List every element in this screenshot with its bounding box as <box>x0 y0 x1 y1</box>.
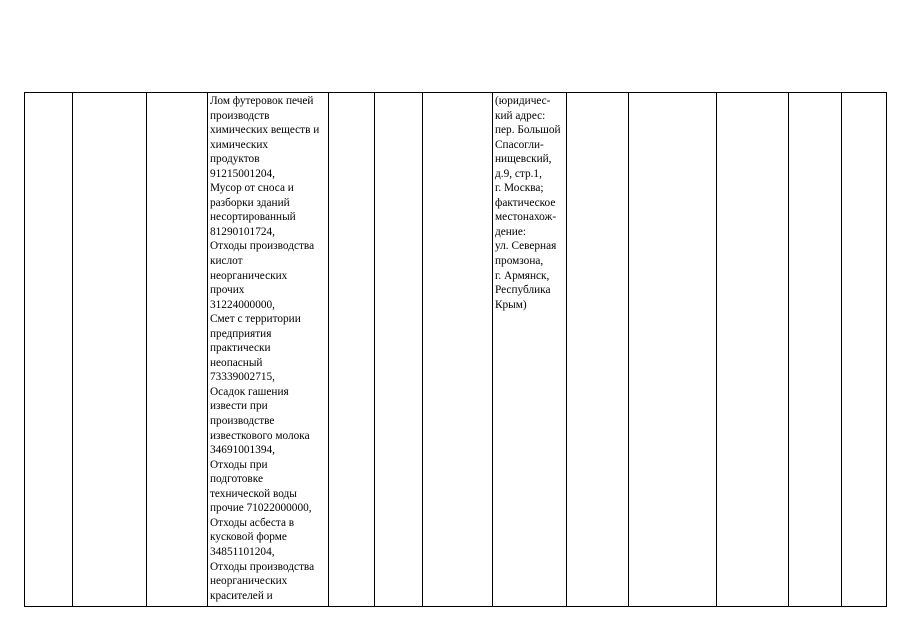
cell-text-line: кислот <box>210 255 243 268</box>
cell-text-line: неопасный <box>210 356 263 369</box>
table-cell-13 <box>842 93 887 607</box>
cell-text-line: Осадок гашения <box>210 385 289 398</box>
cell-text-line: разборки зданий <box>210 196 290 209</box>
cell-text-line: продуктов <box>210 153 260 166</box>
cell-text-line: извести при <box>210 400 268 413</box>
cell-text-line: ул. Северная <box>495 240 557 253</box>
cell-text-line: промзона, <box>495 255 544 268</box>
cell-text-line: практически <box>210 342 271 355</box>
table-row <box>25 93 887 607</box>
cell-text-line: 91215001204, <box>210 167 275 180</box>
cell-text-line: кий адрес: <box>495 109 546 122</box>
cell-text-line: Отходы производства <box>210 240 315 253</box>
cell-text-line: Отходы асбеста в <box>210 516 295 529</box>
cell-text-line: прочих <box>210 284 245 297</box>
cell-text-line: неорганических <box>210 575 288 588</box>
cell-text-line: Лом футеровок печей <box>210 95 314 107</box>
cell-text-line: Республика <box>495 284 551 297</box>
cell-text-line: фактическое <box>495 196 556 209</box>
table-cell-2 <box>73 93 147 607</box>
cell-text-line: Отходы производства <box>210 560 315 573</box>
cell-text-line: несортированный <box>210 211 296 224</box>
table-cell-3 <box>147 93 208 607</box>
cell-text-line: предприятия <box>210 327 272 340</box>
cell-text-line: производстве <box>210 415 275 428</box>
cell-text-line: Смет с территории <box>210 313 301 326</box>
cell-text-line: 81290101724, <box>210 225 275 238</box>
table-cell-9 <box>567 93 629 607</box>
cell-text-line: 31224000000, <box>210 298 275 311</box>
table-cell-7 <box>423 93 493 607</box>
cell-text-line: Крым) <box>495 298 527 311</box>
cell-text-line: д.9, стр.1, <box>495 167 542 180</box>
cell-text-line: химических веществ и <box>210 124 320 137</box>
waste-types-cell <box>208 93 329 607</box>
cell-text-line: подготовке <box>210 473 263 486</box>
cell-text-line: 34851101204, <box>210 545 275 558</box>
table-cell-10 <box>629 93 717 607</box>
cell-text-line: пер. Большой <box>495 124 561 137</box>
cell-text-line: дение: <box>495 225 527 238</box>
address-cell <box>493 93 567 607</box>
cell-text-line: нищевский, <box>495 153 552 166</box>
table-cell-11 <box>717 93 789 607</box>
cell-text-line: красителей и <box>210 589 273 602</box>
document-table <box>24 92 887 607</box>
cell-text-line: неорганических <box>210 269 288 282</box>
table-cell-1 <box>25 93 73 607</box>
table-cell-12 <box>789 93 842 607</box>
cell-text-line: химических <box>210 138 269 151</box>
cell-text-line: Мусор от сноса и <box>210 182 294 195</box>
cell-text-line: кусковой форме <box>210 531 287 544</box>
cell-text-line: (юридичес- <box>495 95 551 107</box>
cell-text-line: технической воды <box>210 487 297 500</box>
cell-text-line: 34691001394, <box>210 444 275 457</box>
cell-text-line: прочие 71022000000, <box>210 502 312 515</box>
table-cell-6 <box>375 93 423 607</box>
table-cell-5 <box>329 93 375 607</box>
cell-text-line: местонахож- <box>495 211 557 224</box>
cell-text-line: г. Москва; <box>495 182 544 195</box>
cell-text-line: г. Армянск, <box>495 269 550 282</box>
cell-text-line: производств <box>210 109 270 122</box>
cell-text-line: Спасогли- <box>495 138 544 151</box>
cell-text-line: Отходы при <box>210 458 268 471</box>
cell-text-line: известкового молока <box>210 429 310 442</box>
cell-text-line: 73339002715, <box>210 371 275 384</box>
